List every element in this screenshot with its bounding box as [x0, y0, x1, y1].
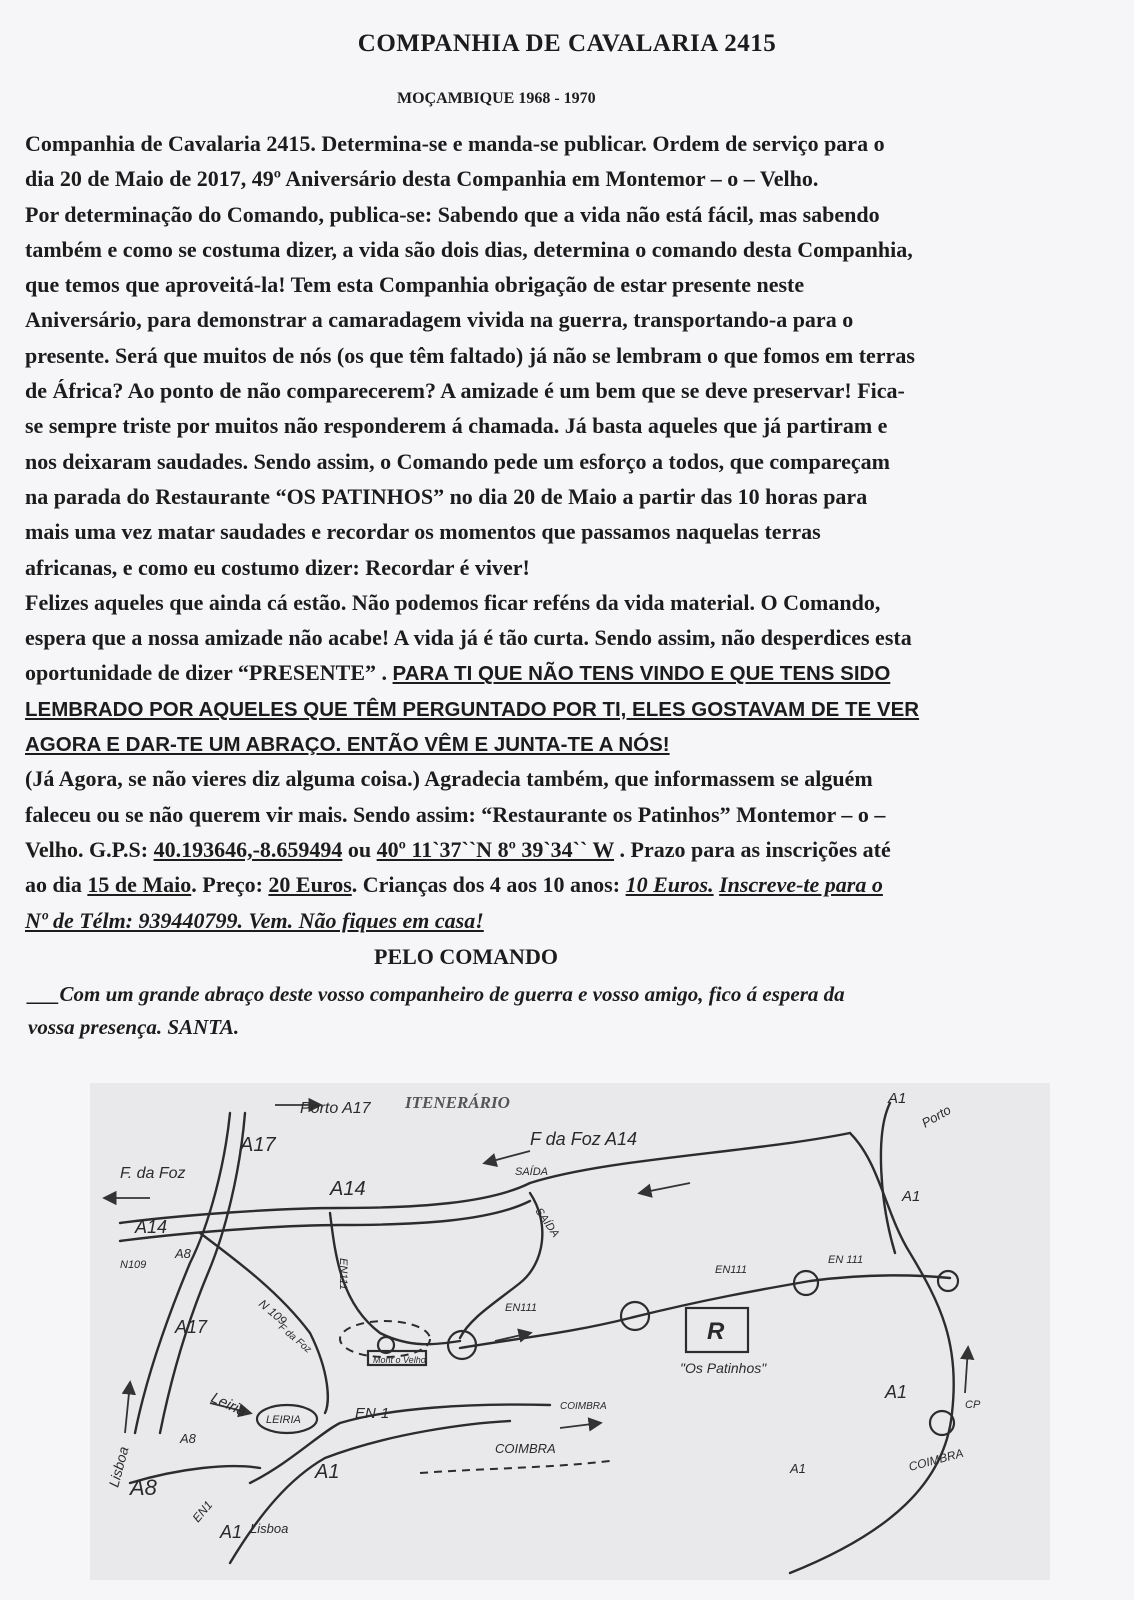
- text-line: Por determinação do Comando, publica-se: Sabendo que a vida não está fácil, mas sabendo: [25, 201, 880, 227]
- text-line: [25, 867, 1115, 902]
- map-label: Mont o Velho: [373, 1355, 426, 1365]
- route-map-drawing: [90, 1083, 1050, 1580]
- text-segment: . Prazo para as inscrições até: [614, 836, 891, 862]
- map-label: F da Foz A14: [530, 1129, 638, 1149]
- map-label: A8: [175, 1246, 191, 1261]
- map-label: Lisboa: [105, 1444, 132, 1489]
- direction-arrow: [965, 1348, 968, 1393]
- document-title: COMPANHIA DE CAVALARIA 2415: [357, 30, 777, 57]
- emphasis-text: AGORA E DAR-TE UM ABRAÇO. ENTÃO VÊM E JUNTA-TE A NÓS!: [25, 733, 670, 757]
- map-label: EN111: [505, 1302, 538, 1314]
- road-a1-north-inner: [881, 1103, 895, 1253]
- signature-heading: PELO COMANDO: [374, 944, 558, 969]
- document-subtitle: MOÇAMBIQUE 1968 - 1970: [397, 90, 596, 107]
- text-segment: . Preço:: [191, 872, 269, 898]
- map-label: A1: [885, 1382, 908, 1402]
- emphasis-text: PARA TI QUE NÃO TENS VINDO E QUE TENS SIDO: [392, 662, 891, 686]
- text-segment: ou: [342, 836, 377, 862]
- text-line: espera que a nossa amizade não acabe! A vida já é tão curta. Sendo assim, não desperdices esta: [25, 625, 912, 651]
- road-a1-north: [790, 1133, 954, 1573]
- road-n109: [200, 1233, 328, 1413]
- text-line: [25, 655, 1115, 690]
- text-segment: Velho. G.P.S:: [25, 836, 154, 862]
- text-line: mais uma vez matar saudades e recordar os momentos que passamos naquelas terras: [25, 519, 821, 545]
- map-label: A8: [130, 1475, 157, 1500]
- text-line: presente. Será que muitos de nós (os que têm faltado) já não se lembram o que fomos em terras: [25, 342, 915, 368]
- signup-text: Inscreve-te para o: [719, 872, 883, 898]
- map-label: SAÍDA: [532, 1205, 562, 1240]
- emphasis-text: LEMBRADO POR AQUELES QUE TÊM PERGUNTADO POR TI, ELES GOSTAVAM DE TE VER: [25, 697, 920, 721]
- map-label: A17: [175, 1317, 208, 1337]
- map-label: COIMBRA: [907, 1445, 965, 1474]
- map-label: F da Foz: [276, 1321, 314, 1356]
- map-label: A8: [180, 1431, 196, 1446]
- map-label: R: [707, 1318, 725, 1345]
- text-line: Companhia de Cavalaria 2415. Determina-se e manda-se publicar. Ordem de serviço para o: [25, 131, 885, 156]
- child-price-value: 10 Euros.: [625, 872, 714, 898]
- road-exit-a14: [460, 1193, 542, 1338]
- map-label: EN 111: [828, 1254, 864, 1266]
- roundabout-icon: [938, 1271, 958, 1291]
- map-label: A1: [902, 1188, 921, 1205]
- text-line: africanas, e como eu costumo dizer: Recordar é viver!: [25, 554, 530, 580]
- map-label: COIMBRA: [495, 1441, 556, 1456]
- direction-arrow: [125, 1383, 130, 1433]
- map-label: Lisboa: [250, 1521, 289, 1536]
- map-label: N109: [120, 1259, 147, 1271]
- map-label: EN1: [189, 1498, 216, 1525]
- text-line: [25, 903, 1115, 938]
- direction-arrow: [560, 1423, 600, 1428]
- map-label: N 109: [256, 1296, 290, 1328]
- closing-line: vossa presença. SANTA.: [28, 1015, 240, 1039]
- route-map: [90, 1083, 1050, 1580]
- gps-dms: 40º 11`37``N 8º 39`34`` W: [376, 836, 615, 862]
- text-line: Aniversário, para demonstrar a camaradagem vivida na guerra, transportando-a para o: [25, 307, 854, 333]
- text-line: [25, 691, 1115, 726]
- map-label: EN-1: [355, 1405, 390, 1422]
- price-value: 20 Euros: [268, 872, 352, 898]
- map-label: A14: [330, 1178, 366, 1200]
- text-line: Felizes aqueles que ainda cá estão. Não podemos ficar reféns da vida material. O Comando,: [25, 589, 881, 615]
- text-segment: oportunidade de dizer “PRESENTE” .: [25, 660, 393, 686]
- map-label: "Os Patinhos": [680, 1360, 767, 1376]
- closing-text: [28, 978, 1108, 1044]
- map-label: LEIRIA: [266, 1414, 301, 1426]
- text-segment: ao dia: [25, 872, 88, 898]
- road-a1-south: [230, 1421, 510, 1563]
- text-line: nos deixaram saudades. Sendo assim, o Comando pede um esforço a todos, que compareçam: [25, 448, 890, 474]
- map-label: SAÍDA: [515, 1166, 549, 1178]
- text-line: também e como se costuma dizer, a vida são dois dias, determina o comando desta Companhia,: [25, 236, 913, 262]
- text-line: dia 20 de Maio de 2017, 49º Aniversário desta Companhia em Montemor – o – Velho.: [25, 166, 819, 192]
- text-line: se sempre triste por muitos não responderem á chamada. Já basta aqueles que já partiram e: [25, 413, 888, 439]
- direction-arrow: [485, 1151, 530, 1163]
- map-label: Porto A17: [300, 1100, 371, 1117]
- text-segment: ___: [28, 982, 60, 1006]
- map-label: A17: [240, 1134, 276, 1156]
- text-segment: Com um grande abraço deste vosso companheiro de guerra e vosso amigo, fico á espera da: [59, 982, 845, 1006]
- text-line: [25, 832, 1115, 867]
- road-a17-inner: [160, 1113, 245, 1433]
- text-line: de África? Ao ponto de não comparecerem? A amizade é um bem que se deve preservar! Fica-: [25, 378, 905, 404]
- text-segment: . Crianças dos 4 aos 10 anos:: [351, 872, 626, 898]
- map-label: A1: [790, 1461, 806, 1476]
- map-label: EN111: [715, 1264, 748, 1276]
- road-dashed-coimbra: [420, 1461, 610, 1473]
- map-label: A1: [315, 1461, 340, 1483]
- map-label: A14: [135, 1217, 168, 1237]
- map-title: ITENERÁRIO: [405, 1093, 510, 1112]
- deadline-date: 15 de Maio: [87, 872, 192, 898]
- closing-line: [28, 978, 1108, 1011]
- text-line: na parada do Restaurante “OS PATINHOS” no dia 20 de Maio a partir das 10 horas para: [25, 483, 868, 509]
- text-line: [25, 726, 1115, 761]
- map-label: F. da Foz: [120, 1165, 186, 1182]
- map-label: Porto: [919, 1102, 954, 1131]
- road-a17: [135, 1113, 230, 1433]
- map-label: CP: [965, 1399, 981, 1411]
- map-label: Leiria: [208, 1389, 249, 1421]
- gps-decimal: 40.193646,-8.659494: [153, 836, 343, 862]
- phone-text: Nº de Télm: 939440799. Vem. Não fiques em casa!: [25, 907, 484, 933]
- text-line: que temos que aproveitá-la! Tem esta Companhia obrigação de estar presente neste: [25, 272, 805, 298]
- text-line: faleceu ou se não querem vir mais. Sendo assim: “Restaurante os Patinhos” Montemor – o –: [25, 801, 886, 827]
- map-label: A1: [888, 1090, 907, 1107]
- announcement-text: [25, 126, 1115, 938]
- map-label: A1: [220, 1522, 243, 1542]
- text-line: (Já Agora, se não vieres diz alguma coisa.) Agradecia também, que informassem se alguém: [25, 766, 873, 792]
- map-label: EN111: [337, 1258, 349, 1291]
- map-label: COIMBRA: [560, 1401, 607, 1412]
- direction-arrow: [640, 1183, 690, 1193]
